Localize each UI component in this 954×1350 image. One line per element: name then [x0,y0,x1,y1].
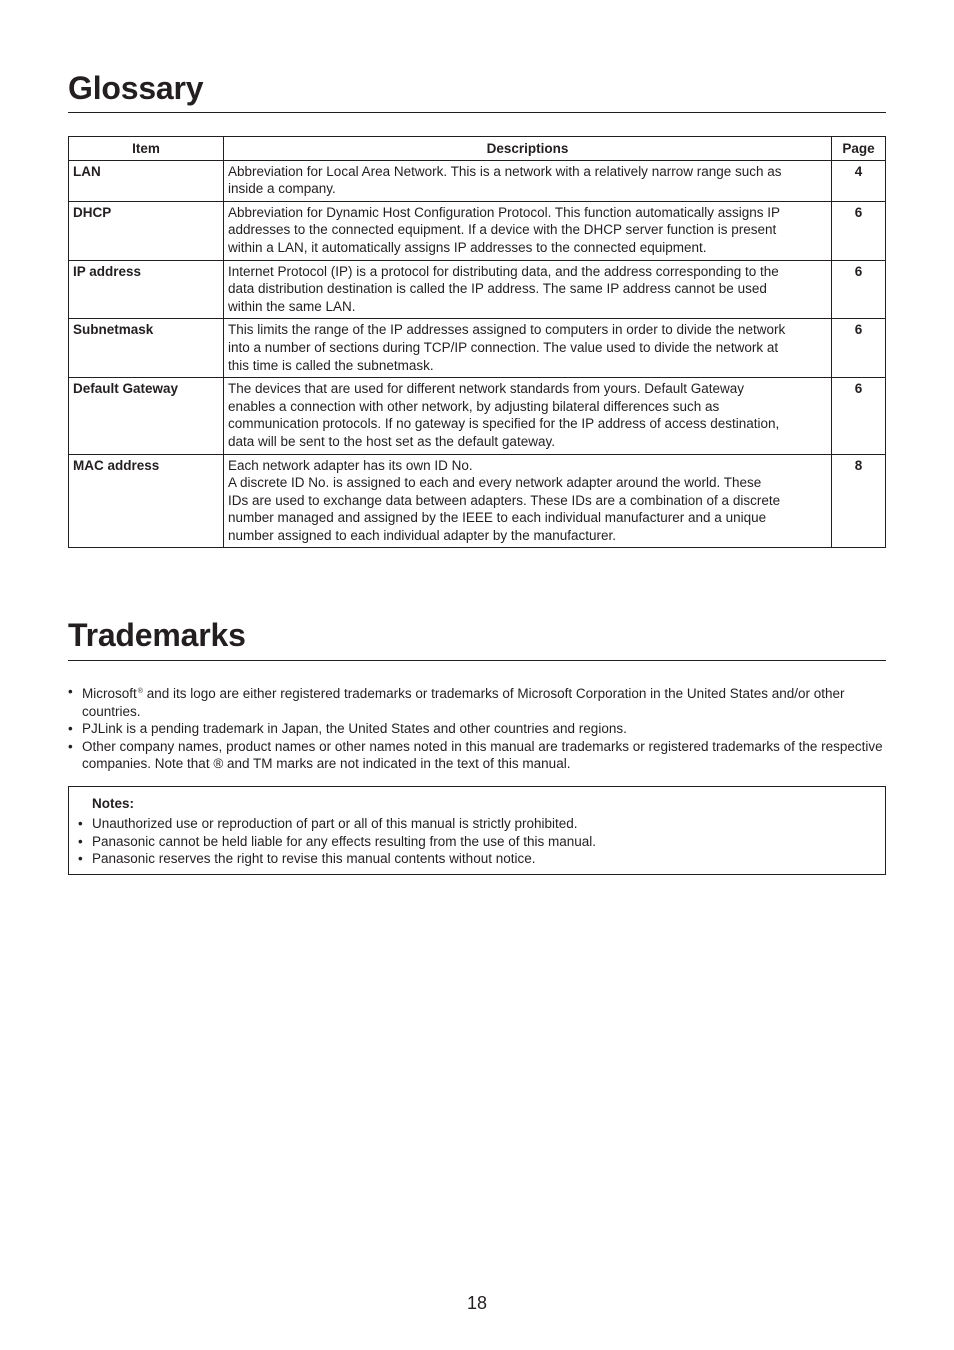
trademarks-list [68,683,886,773]
description-cell [224,160,832,201]
description-line: The devices that are used for different network standards from yours. Default Gateway [228,381,745,397]
description-line: data will be sent to the host set as the default gateway. [228,433,555,449]
trademark-text: Other company names, product names or other names noted in this manual are trademarks or registered trademarks of the respective companies. Note that ® and TM marks are not indicated in the text of this manual. [82,738,883,771]
description-line: this time is called the subnetmask. [228,357,434,373]
bullet-icon: • [78,851,83,866]
term-cell: LAN [69,160,224,201]
description-line: into a number of sections during TCP/IP connection. The value used to divide the network at [228,339,779,355]
description-line: number managed and assigned by the IEEE to each individual manufacturer and a unique [228,510,767,526]
notes-list [78,815,878,868]
column-header-page: Page [832,137,886,161]
description-line: A discrete ID No. is assigned to each and every network adapter around the world. These [228,475,762,491]
glossary-table-body [69,160,886,548]
trademark-item [68,720,886,738]
note-text: Unauthorized use or reproduction of part or all of this manual is strictly prohibited. [92,816,578,831]
column-header-item: Item [69,137,224,161]
bullet-icon: • [78,816,83,831]
bullet-icon: • [68,721,73,736]
description-line: Each network adapter has its own ID No. [228,457,473,473]
trademark-text-continued: and its logo are either registered trademarks or trademarks of Microsoft Corporation in the United States and/or other countries. [82,686,845,719]
note-text: Panasonic reserves the right to revise this manual contents without notice. [92,851,536,866]
description-cell [224,378,832,454]
term-cell: DHCP [69,201,224,260]
glossary-heading: Glossary [68,70,886,113]
trademark-text: Microsoft [82,686,137,701]
term-cell: Subnetmask [69,319,224,378]
term-cell: MAC address [69,454,224,548]
bullet-icon: • [68,738,73,754]
page-ref-cell: 6 [832,319,886,378]
table-row [69,319,886,378]
description-line: enables a connection with other network, by adjusting bilateral differences such as [228,398,720,414]
page-ref-cell: 6 [832,201,886,260]
description-line: addresses to the connected equipment. If a device with the DHCP server function is present [228,222,777,238]
table-row [69,378,886,454]
description-line: number assigned to each individual adapter by the manufacturer. [228,527,616,543]
notes-box [68,786,886,875]
notes-title: Notes: [92,796,135,811]
page-number: 18 [466,1293,488,1313]
description-cell [224,454,832,548]
trademark-item [68,683,886,720]
description-line: Internet Protocol (IP) is a protocol for distributing data, and the address corresponding to the [228,263,779,279]
registered-mark: ® [137,688,143,695]
trademark-item [68,738,886,773]
note-item [78,833,878,851]
trademark-text: PJLink is a pending trademark in Japan, the United States and other countries and regions. [82,721,627,736]
table-row [69,201,886,260]
glossary-table [68,136,886,548]
page-ref-cell: 8 [832,454,886,548]
table-header-row [69,137,886,161]
note-text: Panasonic cannot be held liable for any effects resulting from the use of this manual. [92,833,597,849]
description-line: Abbreviation for Dynamic Host Configuration Protocol. This function automatically assigns IP [228,204,781,220]
page-ref-cell: 6 [832,260,886,319]
table-row [69,454,886,548]
description-line: IDs are used to exchange data between adapters. These IDs are a combination of a discrete [228,492,781,508]
column-header-descriptions: Descriptions [224,137,832,161]
term-cell: Default Gateway [69,378,224,454]
page-ref-cell: 6 [832,378,886,454]
note-item [78,850,878,868]
description-cell [224,260,832,319]
bullet-icon: • [68,684,73,699]
table-row [69,160,886,201]
description-line: within the same LAN. [228,298,356,314]
description-line: communication protocols. If no gateway is specified for the IP address of access destination, [228,416,780,432]
description-line: data distribution destination is called the IP address. The same IP address cannot be used [228,281,767,297]
bullet-icon: • [78,833,83,849]
trademarks-heading: Trademarks [68,617,886,661]
description-cell [224,201,832,260]
page-ref-cell: 4 [832,160,886,201]
description-line: This limits the range of the IP addresses assigned to computers in order to divide the network [228,322,786,338]
description-line: within a LAN, it automatically assigns IP addresses to the connected equipment. [228,239,707,255]
term-cell: IP address [69,260,224,319]
description-cell [224,319,832,378]
note-item [78,815,878,833]
description-line: Abbreviation for Local Area Network. This is a network with a relatively narrow range such as [228,163,782,179]
table-row [69,260,886,319]
description-line: inside a company. [228,181,336,197]
